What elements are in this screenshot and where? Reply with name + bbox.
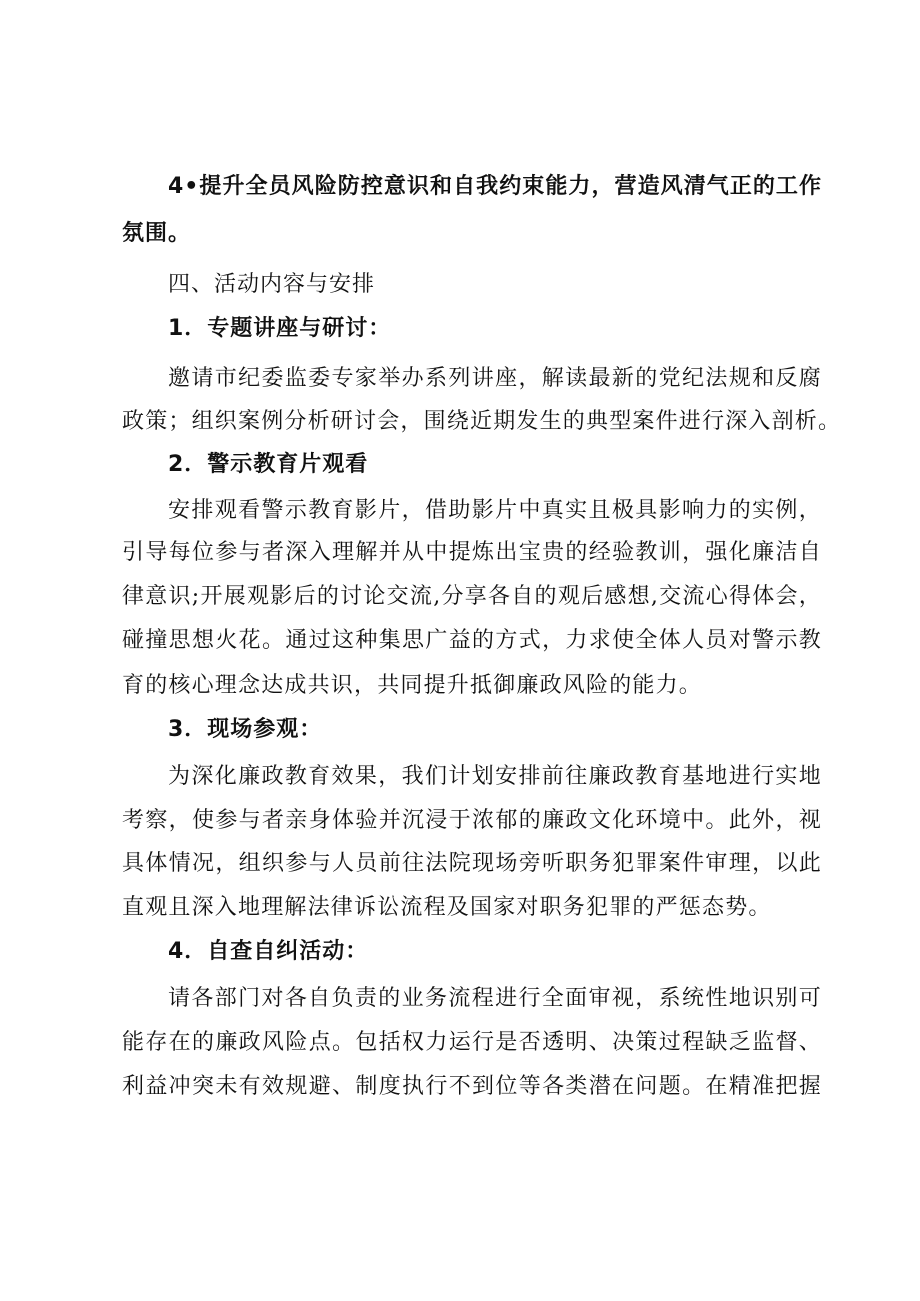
- item-3-line-4: 直观且深入地理解法律诉讼流程及国家对职务犯罪的严惩态势。: [122, 895, 772, 920]
- item-2-line-2: 引导每位参与者深入理解并从中提炼出宝贵的经验教训，强化廉洁自: [122, 540, 822, 565]
- item-2-line-5: 育的核心理念达成共识，共同提升抵御廉政风险的能力。: [122, 673, 703, 698]
- item-1-line-1: 邀请市纪委监委专家举办系列讲座，解读最新的党纪法规和反腐: [168, 366, 822, 391]
- item-4-line-3: 利益冲突未有效规避、制度执行不到位等各类潜在问题。在精准把握: [122, 1074, 822, 1099]
- item-3-title: 3．现场参观：: [168, 717, 323, 742]
- item-2-line-4: 碰撞思想火花。通过这种集思广益的方式，力求使全体人员对警示教: [122, 628, 822, 653]
- item-2-line-1: 安排观看警示教育影片，借助影片中真实且极具影响力的实例，: [168, 498, 822, 523]
- item-1-title: 1．专题讲座与研讨：: [168, 316, 392, 341]
- objective-4-line-2: 氛围。: [122, 221, 192, 246]
- objective-4-line-1: 4•提升全员风险防控意识和自我约束能力，营造风清气正的工作: [168, 174, 822, 199]
- item-2-line-3: 律意识;开展观影后的讨论交流,分享各自的观后感想,交流心得体会，: [122, 584, 822, 609]
- item-3-line-3: 具体情况，组织参与人员前往法院现场旁听职务犯罪案件审理，以此: [122, 851, 822, 876]
- item-3-line-2: 考察，使参与者亲身体验并沉浸于浓郁的廉政文化环境中。此外，视: [122, 808, 822, 833]
- item-4-line-2: 能存在的廉政风险点。包括权力运行是否透明、决策过程缺乏监督、: [122, 1030, 822, 1055]
- section-heading: 四、活动内容与安排: [168, 272, 376, 297]
- item-2-title: 2．警示教育片观看: [168, 452, 369, 477]
- item-3-line-1: 为深化廉政教育效果，我们计划安排前往廉政教育基地进行实地: [168, 764, 822, 789]
- item-4-title: 4．自查自纠活动：: [168, 939, 369, 964]
- item-4-line-1: 请各部门对各自负责的业务流程进行全面审视，系统性地识别可: [168, 986, 822, 1011]
- item-1-line-2: 政策；组织案例分析研讨会，围绕近期发生的典型案件进行深入剖析。: [122, 409, 842, 434]
